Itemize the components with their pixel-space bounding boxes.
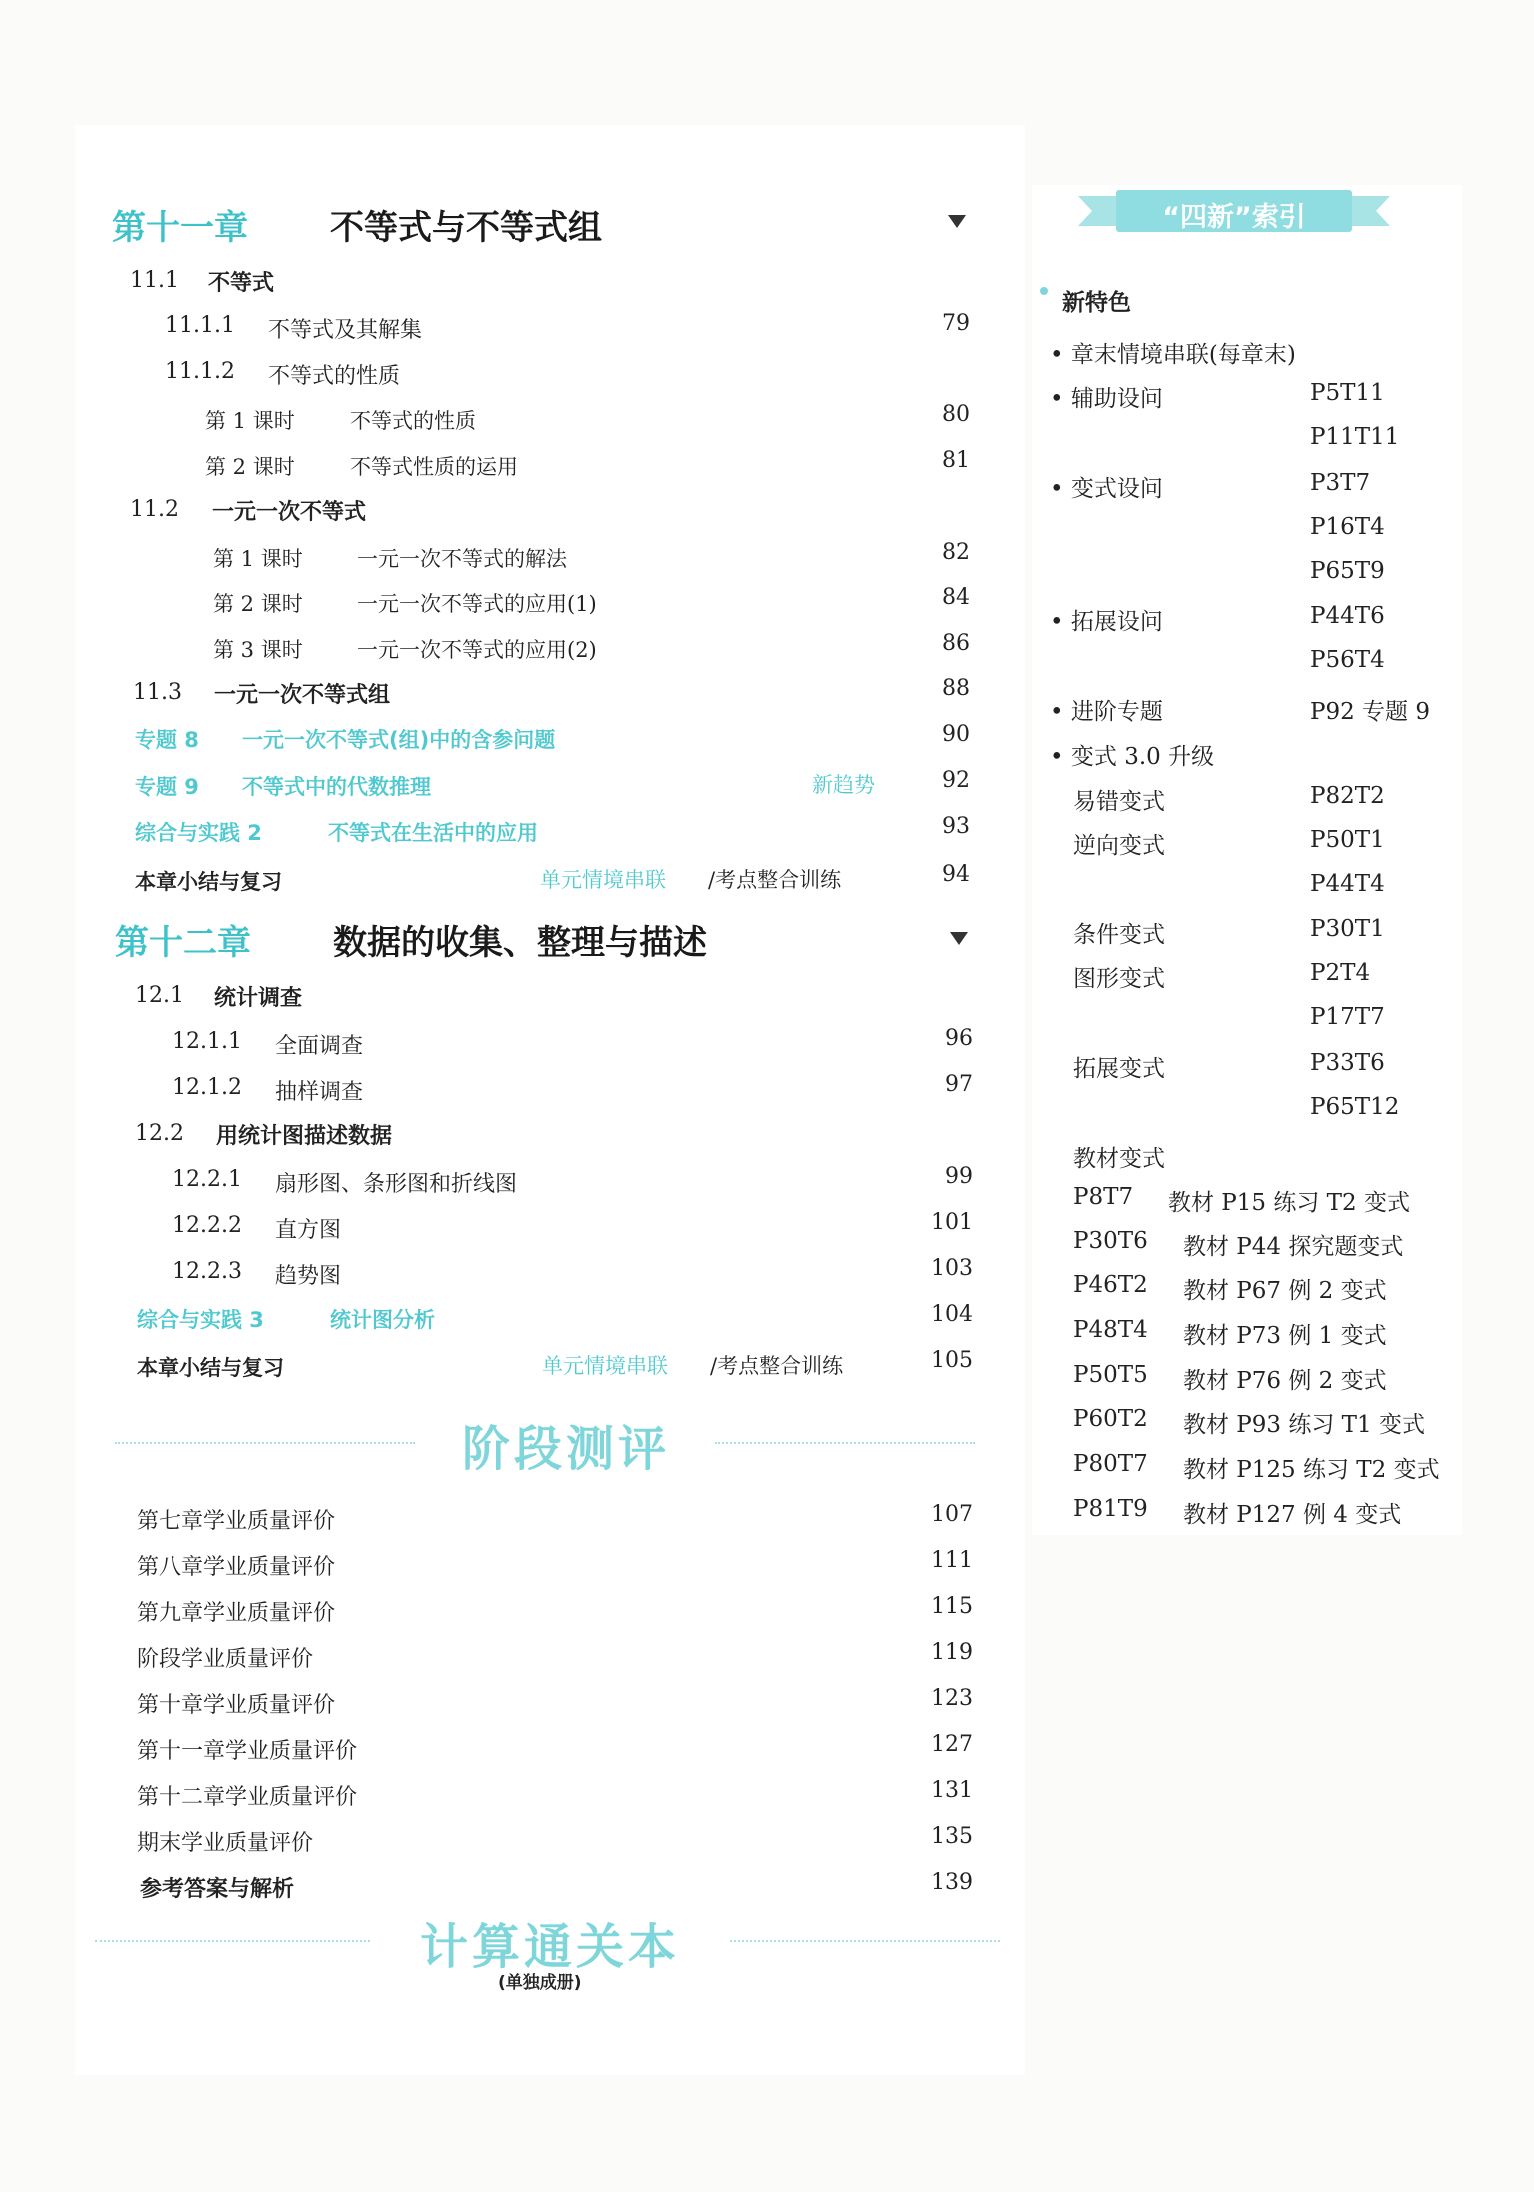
section-title[interactable]: 全面调查 (275, 1034, 364, 1059)
index-item-label: 易错变式 (1073, 789, 1165, 815)
section-title[interactable]: 不等式及其解集 (268, 318, 423, 343)
page-number: 84 (942, 585, 970, 610)
section-label: 11.3 (133, 680, 182, 705)
divider-line (715, 1442, 975, 1444)
section-title: 一元一次不等式 (212, 500, 367, 525)
section-title[interactable]: 直方图 (275, 1218, 342, 1243)
section-title[interactable]: 扇形图、条形图和折线图 (275, 1172, 518, 1197)
divider-line (115, 1442, 415, 1444)
index-item-ref[interactable]: P30T1 (1310, 916, 1385, 942)
textbook-desc: 教材 P73 例 1 变式 (1183, 1323, 1387, 1349)
chapter-title: 数据的收集、整理与描述 (333, 923, 707, 963)
practice-title[interactable]: 统计图分析 (330, 1308, 435, 1332)
section-label: 11.1.1 (165, 313, 235, 338)
index-item-label: 拓展变式 (1073, 1056, 1165, 1082)
section-label: 11.1.2 (165, 359, 235, 384)
practice-label: 综合与实践 3 (137, 1308, 264, 1332)
lesson-title[interactable]: 不等式性质的运用 (350, 455, 518, 479)
index-item-label: 逆向变式 (1073, 833, 1165, 859)
lesson-label: 第 3 课时 (213, 638, 303, 662)
lesson-title[interactable]: 一元一次不等式的解法 (357, 547, 567, 571)
practice-title[interactable]: 不等式在生活中的应用 (328, 821, 538, 845)
index-item-ref[interactable]: P11T11 (1310, 424, 1400, 450)
scenario-tag: 单元情境串联 (540, 868, 666, 892)
page-number: 88 (942, 676, 970, 701)
page-number: 80 (942, 402, 970, 427)
section-title[interactable]: 不等式的性质 (268, 364, 401, 389)
textbook-heading: 教材变式 (1073, 1146, 1165, 1172)
lesson-title[interactable]: 一元一次不等式的应用(2) (357, 638, 597, 662)
textbook-ref[interactable]: P50T5 (1073, 1362, 1148, 1388)
page-number: 135 (931, 1824, 973, 1849)
section-title[interactable]: 抽样调查 (275, 1080, 364, 1105)
index-item-label: • 进阶专题 (1050, 699, 1163, 725)
index-item-ref[interactable]: P33T6 (1310, 1050, 1385, 1076)
page-number: 94 (942, 862, 970, 887)
bullet-icon (1040, 287, 1048, 295)
page-number: 81 (942, 448, 970, 473)
page-number: 90 (942, 722, 970, 747)
topic-title[interactable]: 不等式中的代数推理 (242, 775, 431, 799)
divider-line (95, 1940, 370, 1942)
index-item-ref[interactable]: P50T1 (1310, 827, 1385, 853)
index-banner-title: “四新”索引 (1162, 202, 1306, 233)
index-item-label: • 变式设问 (1050, 476, 1163, 502)
textbook-ref[interactable]: P8T7 (1073, 1184, 1134, 1210)
eval-title[interactable]: 第九章学业质量评价 (137, 1601, 336, 1626)
textbook-ref[interactable]: P80T7 (1073, 1451, 1148, 1477)
practice-label: 综合与实践 2 (135, 821, 262, 845)
index-item-ref[interactable]: P44T4 (1310, 871, 1385, 897)
textbook-ref[interactable]: P60T2 (1073, 1406, 1148, 1432)
index-item-ref[interactable]: P17T7 (1310, 1004, 1385, 1030)
textbook-desc: 教材 P125 练习 T2 变式 (1183, 1457, 1440, 1483)
page-number: 107 (931, 1502, 973, 1527)
chapter-title: 不等式与不等式组 (330, 208, 602, 248)
collapse-triangle-icon[interactable] (948, 215, 966, 228)
page-number: 104 (931, 1302, 973, 1327)
training-tag: /考点整合训练 (710, 1354, 844, 1378)
stage-heading: 阶段测评 (462, 1421, 671, 1477)
index-item-ref[interactable]: P56T4 (1310, 647, 1385, 673)
index-item-label: 图形变式 (1073, 966, 1165, 992)
topic-label: 专题 9 (135, 775, 199, 799)
page-number: 139 (931, 1870, 973, 1895)
section-label: 12.2.3 (172, 1259, 242, 1284)
index-item-ref[interactable]: P92 专题 9 (1310, 699, 1430, 725)
section-title[interactable]: 趋势图 (275, 1264, 342, 1289)
topic-title[interactable]: 一元一次不等式(组)中的含参问题 (242, 728, 556, 752)
lesson-label: 第 1 课时 (213, 547, 303, 571)
textbook-desc: 教材 P67 例 2 变式 (1183, 1278, 1387, 1304)
textbook-ref[interactable]: P81T9 (1073, 1496, 1148, 1522)
section-label: 12.1 (135, 983, 184, 1008)
page-number: 103 (931, 1256, 973, 1281)
index-item-ref[interactable]: P65T12 (1310, 1094, 1400, 1120)
page-number: 92 (942, 768, 970, 793)
lesson-label: 第 1 课时 (205, 409, 295, 433)
index-item-ref[interactable]: P65T9 (1310, 558, 1385, 584)
index-item-ref[interactable]: P82T2 (1310, 783, 1385, 809)
page-number: 105 (931, 1348, 973, 1373)
section-label: 11.1 (130, 268, 179, 293)
textbook-desc: 教材 P44 探究题变式 (1183, 1234, 1404, 1260)
section-label: 12.2.2 (172, 1213, 242, 1238)
topic-label: 专题 8 (135, 728, 199, 752)
section-title: 统计调查 (214, 986, 303, 1011)
page-number: 115 (931, 1594, 973, 1619)
section-label: 12.2.1 (172, 1167, 242, 1192)
textbook-desc: 教材 P127 例 4 变式 (1183, 1502, 1402, 1528)
lesson-label: 第 2 课时 (205, 455, 295, 479)
feature-heading: 新特色 (1062, 290, 1131, 316)
section-title: 用统计图描述数据 (216, 1124, 393, 1149)
index-item-label: • 拓展设问 (1050, 609, 1163, 635)
chapter-summary-title[interactable]: 本章小结与复习 (137, 1356, 284, 1380)
index-item-ref[interactable]: P5T11 (1310, 380, 1385, 406)
chapter-number: 第十一章 (112, 208, 248, 248)
index-item-ref[interactable]: P3T7 (1310, 470, 1371, 496)
page-number: 96 (945, 1026, 973, 1051)
eval-title[interactable]: 第十章学业质量评价 (137, 1693, 336, 1718)
training-tag: /考点整合训练 (708, 868, 842, 892)
collapse-triangle-icon[interactable] (950, 932, 968, 945)
answers-title[interactable]: 参考答案与解析 (140, 1877, 295, 1902)
index-banner (1078, 188, 1390, 234)
chapter-summary-title[interactable]: 本章小结与复习 (135, 870, 282, 894)
index-item-label: • 变式 3.0 升级 (1050, 744, 1215, 770)
textbook-ref[interactable]: P46T2 (1073, 1272, 1148, 1298)
index-item-ref[interactable]: P44T6 (1310, 603, 1385, 629)
eval-title[interactable]: 期末学业质量评价 (137, 1831, 314, 1856)
page-number: 119 (931, 1640, 973, 1665)
section-label: 12.1.2 (172, 1075, 242, 1100)
page-number: 111 (931, 1548, 973, 1573)
textbook-ref[interactable]: P48T4 (1073, 1317, 1148, 1343)
textbook-desc: 教材 P93 练习 T1 变式 (1183, 1412, 1425, 1438)
eval-title[interactable]: 第八章学业质量评价 (137, 1555, 336, 1580)
calc-heading: 计算通关本 (420, 1919, 681, 1975)
lesson-title[interactable]: 不等式的性质 (350, 409, 476, 433)
divider-line (730, 1940, 1000, 1942)
page-number: 131 (931, 1778, 973, 1803)
index-item-label: • 辅助设问 (1050, 386, 1163, 412)
section-title: 不等式 (208, 271, 275, 296)
eval-title[interactable]: 第七章学业质量评价 (137, 1509, 336, 1534)
chapter-number: 第十二章 (115, 923, 251, 963)
section-label: 12.1.1 (172, 1029, 242, 1054)
index-item-ref[interactable]: P2T4 (1310, 960, 1371, 986)
index-item-label: • 章末情境串联(每章末) (1050, 342, 1296, 368)
scenario-tag: 单元情境串联 (542, 1354, 668, 1378)
page-number: 86 (942, 631, 970, 656)
page-number: 82 (942, 540, 970, 565)
page-number: 93 (942, 814, 970, 839)
section-label: 11.2 (130, 497, 179, 522)
page-number: 101 (931, 1210, 973, 1235)
page-number: 99 (945, 1164, 973, 1189)
lesson-label: 第 2 课时 (213, 592, 303, 616)
textbook-ref[interactable]: P30T6 (1073, 1228, 1148, 1254)
textbook-desc: 教材 P15 练习 T2 变式 (1168, 1190, 1410, 1216)
eval-title[interactable]: 第十二章学业质量评价 (137, 1785, 358, 1810)
page-number: 123 (931, 1686, 973, 1711)
page-number: 79 (942, 311, 970, 336)
calc-note: (单独成册) (498, 1973, 582, 1993)
index-item-label: 条件变式 (1073, 922, 1165, 948)
lesson-title[interactable]: 一元一次不等式的应用(1) (357, 592, 597, 616)
section-title[interactable]: 一元一次不等式组 (214, 683, 391, 708)
eval-title[interactable]: 第十一章学业质量评价 (137, 1739, 358, 1764)
page-number: 97 (945, 1072, 973, 1097)
trend-tag: 新趋势 (812, 773, 875, 797)
eval-title[interactable]: 阶段学业质量评价 (137, 1647, 314, 1672)
section-label: 12.2 (135, 1121, 184, 1146)
page-number: 127 (931, 1732, 973, 1757)
index-item-ref[interactable]: P16T4 (1310, 514, 1385, 540)
textbook-desc: 教材 P76 例 2 变式 (1183, 1368, 1387, 1394)
